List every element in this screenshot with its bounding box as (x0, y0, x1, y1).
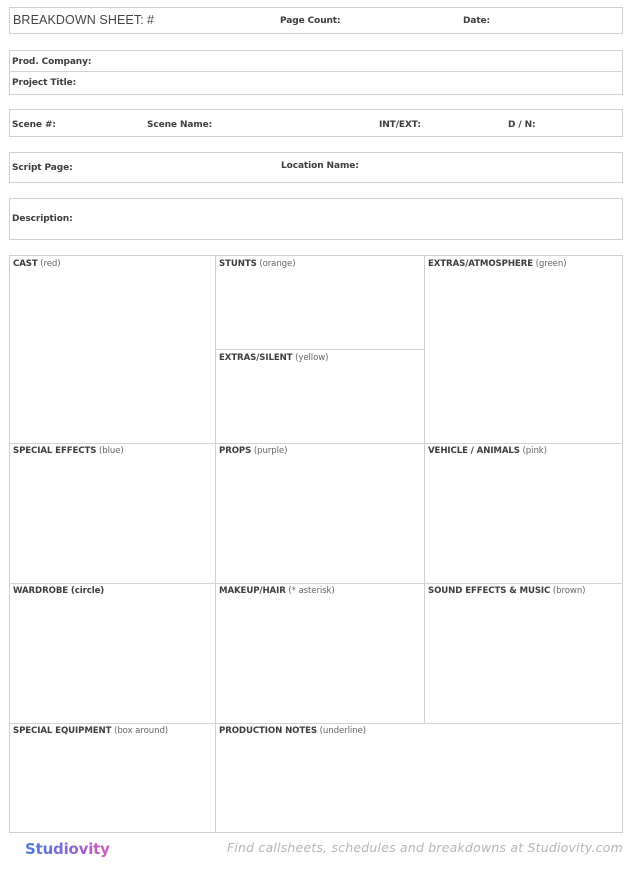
cast-cell[interactable] (13, 259, 61, 269)
vehicle-animals-cell[interactable] (428, 446, 547, 456)
special-effects-hint: (blue) (98, 446, 124, 456)
stunts-hint: (orange) (259, 259, 296, 269)
special-effects-label: SPECIAL EFFECTS (13, 446, 97, 456)
description-box[interactable] (9, 198, 623, 240)
makeup-hair-hint: (* asterisk) (288, 586, 335, 596)
location-name-field[interactable]: Location Name: (281, 161, 359, 171)
grid-row-divider-2 (10, 583, 622, 584)
grid-col-divider-1 (215, 256, 216, 832)
grid-row-divider-3 (10, 723, 622, 724)
int-ext-field[interactable]: INT/EXT: (379, 120, 421, 130)
sheet-title: BREAKDOWN SHEET: (13, 13, 144, 27)
studiovity-logo[interactable]: Studiovity (25, 840, 110, 858)
extras-atmosphere-label: EXTRAS/ATMOSPHERE (428, 259, 533, 269)
extras-silent-hint: (yellow) (295, 353, 329, 363)
footer-tagline[interactable]: Find callsheets, schedules and breakdowns at Studiovity.com (226, 840, 623, 855)
stunts-label: STUNTS (219, 259, 257, 269)
stunts-silent-divider (216, 349, 424, 350)
day-night-field[interactable]: D / N: (508, 120, 536, 130)
extras-silent-label: EXTRAS/SILENT (219, 353, 293, 363)
scene-name-field[interactable]: Scene Name: (147, 120, 213, 130)
scene-number-field[interactable]: Scene #: (12, 120, 56, 130)
cast-hint: (red) (40, 259, 61, 269)
props-cell[interactable] (219, 446, 287, 456)
extras-silent-cell[interactable] (219, 353, 328, 363)
props-hint: (purple) (253, 446, 288, 456)
production-notes-label: PRODUCTION NOTES (219, 726, 318, 736)
sound-effects-music-cell[interactable] (428, 586, 585, 596)
sheet-number-field[interactable]: # (147, 13, 155, 27)
vehicle-animals-hint: (pink) (522, 446, 547, 456)
breakdown-grid (9, 255, 623, 833)
production-notes-hint: (underline) (319, 726, 366, 736)
props-label: PROPS (219, 446, 252, 456)
prod-company-field[interactable]: Prod. Company: (12, 57, 92, 67)
production-divider (10, 71, 622, 72)
description-label: Description: (12, 214, 73, 224)
script-page-field[interactable]: Script Page: (12, 163, 73, 173)
date-field[interactable]: Date: (463, 16, 491, 26)
makeup-hair-label: MAKEUP/HAIR (219, 586, 286, 596)
special-equipment-label: SPECIAL EQUIPMENT (13, 726, 112, 736)
vehicle-animals-label: VEHICLE / ANIMALS (428, 446, 520, 456)
grid-row-divider-1 (10, 443, 622, 444)
makeup-hair-cell[interactable] (219, 586, 335, 596)
special-equipment-hint: (box around) (114, 726, 169, 736)
extras-atmosphere-hint: (green) (535, 259, 567, 269)
wardrobe-label: WARDROBE (circle) (13, 586, 105, 596)
page-count-field[interactable]: Page Count: (280, 16, 341, 26)
sound-effects-music-label: SOUND EFFECTS & MUSIC (428, 586, 551, 596)
cast-label: CAST (13, 259, 38, 269)
header-box (9, 7, 623, 34)
sound-effects-music-hint: (brown) (552, 586, 586, 596)
production-box (9, 50, 623, 95)
special-equipment-cell[interactable] (13, 726, 168, 736)
location-box (9, 152, 623, 183)
scene-box (9, 109, 623, 137)
stunts-cell[interactable] (219, 259, 295, 269)
wardrobe-cell[interactable] (13, 586, 104, 596)
project-title-field[interactable]: Project Title: (12, 78, 77, 88)
extras-atmosphere-cell[interactable] (428, 259, 566, 269)
production-notes-cell[interactable] (219, 726, 366, 736)
special-effects-cell[interactable] (13, 446, 124, 456)
grid-col-divider-2 (424, 256, 425, 723)
